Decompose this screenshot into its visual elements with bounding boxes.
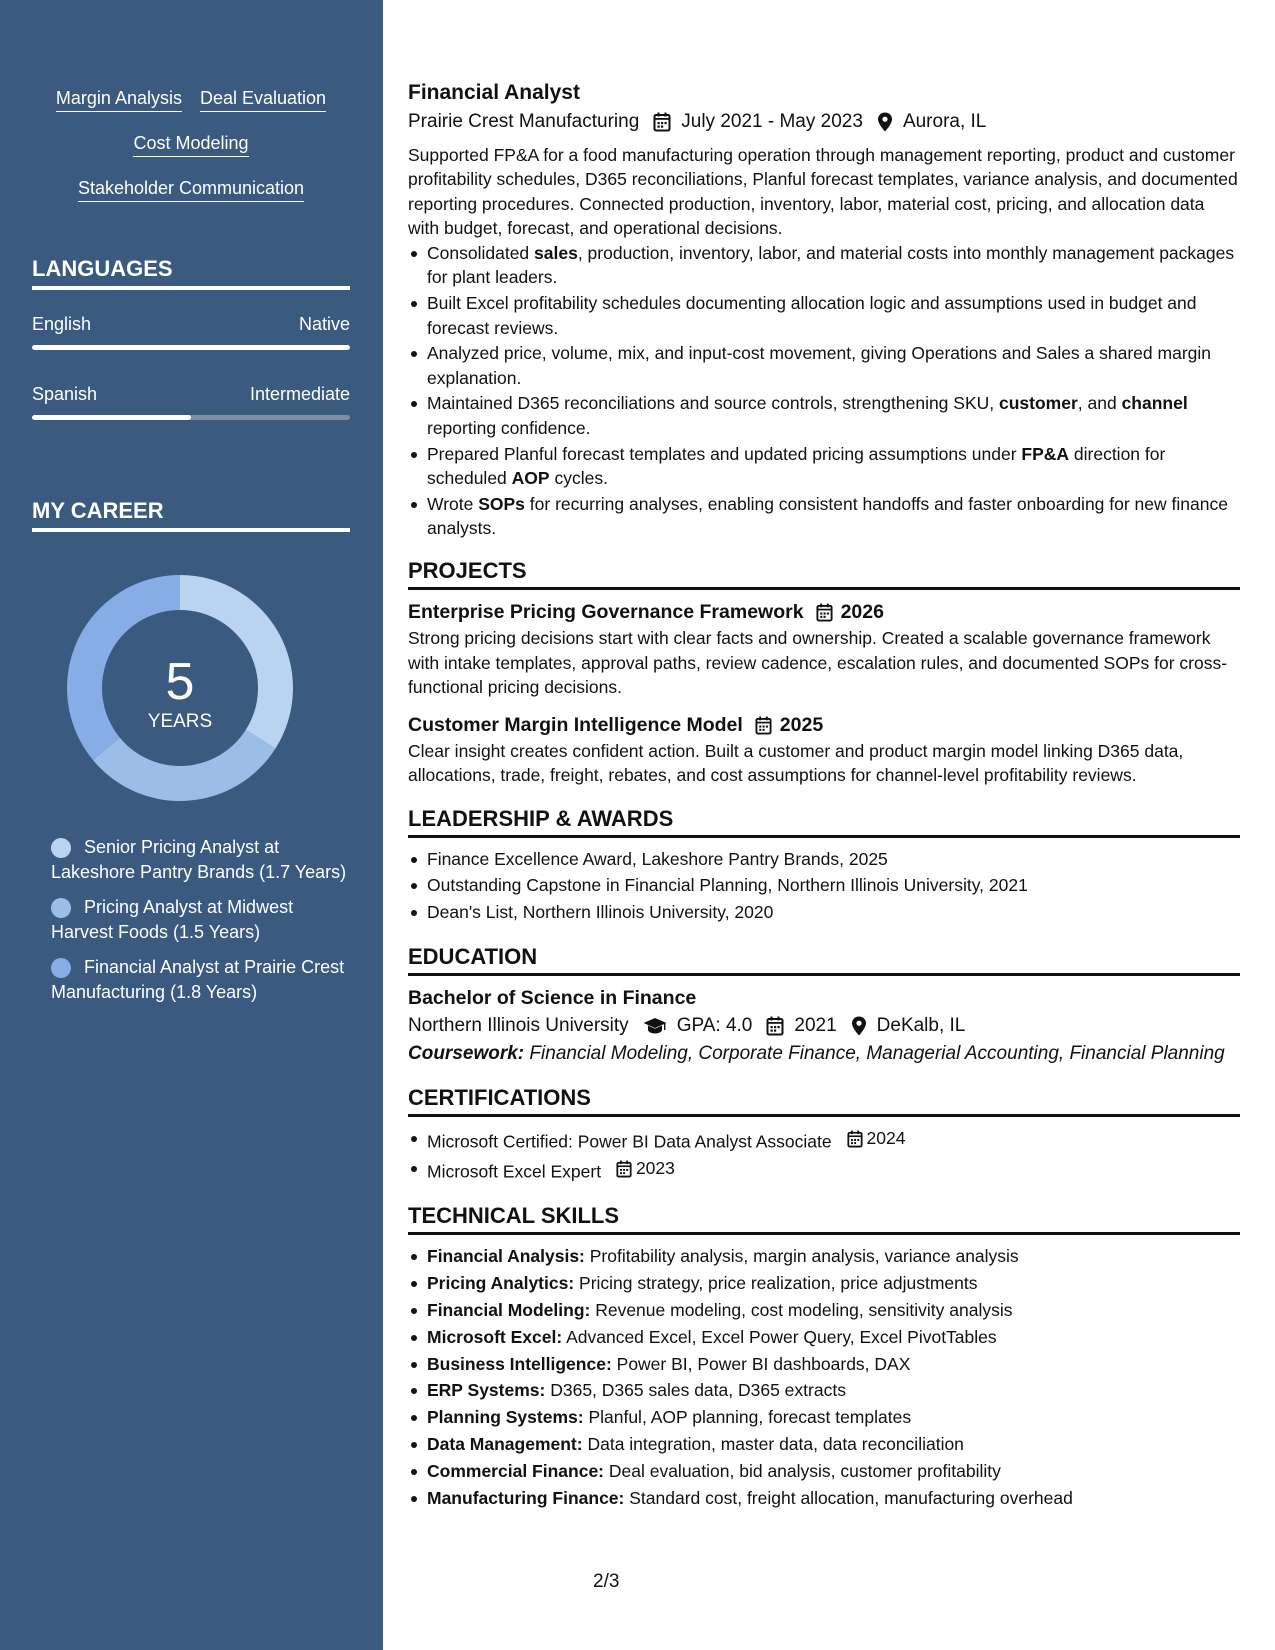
career-heading: MY CAREER [32,498,350,532]
skill-category: Planning Systems: [427,1407,584,1428]
technical-skill-item [408,1270,1240,1297]
graduation-cap-icon [643,1017,667,1035]
bullet-text: reporting confidence. [427,417,591,438]
company-name: Prairie Crest Manufacturing [408,111,640,132]
map-pin-icon [851,1016,867,1036]
bullet-text: , production, inventory, labor, and material costs into monthly management packages for plant leaders. [427,243,1235,288]
calendar-icon [616,1160,632,1178]
career-total: 5 [165,653,195,711]
projects-heading: PROJECTS [408,557,1240,590]
skill-row [32,131,350,157]
bold-keyword: FP&A [1021,443,1070,464]
bullet-text: Maintained D365 reconciliations and source controls, strengthening SKU, [427,393,999,414]
job-bullet [408,492,1240,541]
career-donut-segment [67,575,180,760]
career-dot [51,898,71,918]
school-name: Northern Illinois University [408,1014,629,1036]
career-item [51,835,351,885]
certifications-list [408,1125,1240,1185]
skill-values: Advanced Excel, Excel Power Query, Excel PivotTables [562,1326,997,1347]
skill-tag: Deal Evaluation [200,86,326,112]
technical-skill-item [408,1431,1240,1458]
bold-keyword: customer [999,393,1078,414]
technical-skills-heading: TECHNICAL SKILLS [408,1202,1240,1235]
skill-values: Pricing strategy, price realization, price adjustments [574,1273,978,1294]
job-bullet [408,341,1240,390]
career-item [51,895,351,945]
skill-values: Revenue modeling, cost modeling, sensitivity analysis [590,1300,1013,1321]
certification-year: 2023 [635,1158,675,1179]
skill-category: Manufacturing Finance: [427,1487,625,1508]
calendar-icon [755,716,772,735]
language-level: Native [298,314,350,334]
job-bullet [408,442,1240,491]
page-number: 2/3 [593,1571,620,1592]
technical-skill-item [408,1485,1240,1512]
language-bar-fill [32,345,350,350]
bullet-text: , and [1077,393,1122,414]
calendar-icon [816,603,833,622]
career-label: Senior Pricing Analyst at Lakeshore Pantry Brands (1.7 Years) [51,837,347,882]
technical-skill-item [408,1458,1240,1485]
project-title: Customer Margin Intelligence Model [408,714,743,737]
award-item: Dean's List, Northern Illinois University, 2020 [408,899,1240,926]
skill-values: Deal evaluation, bid analysis, customer profitability [604,1460,1001,1481]
calendar-icon [847,1130,863,1148]
technical-skills-list [408,1243,1240,1511]
degree: Bachelor of Science in Finance [408,986,697,1009]
bold-keyword: SOPs [478,493,525,514]
project-description: Clear insight creates confident action. Built a customer and product margin model linking D365 data, allocations, trade, freight, rebates, and cost assumptions for channel-level profitability reviews. [408,741,1184,786]
bullet-text: cycles. [549,467,608,488]
certification-item [408,1125,1240,1155]
job-bullet [408,241,1240,290]
coursework-list: Financial Modeling, Corporate Finance, Managerial Accounting, Financial Planning [524,1042,1225,1064]
skill-tag: Cost Modeling [133,131,248,157]
education-heading: EDUCATION [408,943,1240,976]
project-title: Enterprise Pricing Governance Framework [408,601,804,624]
skill-values: D365, D365 sales data, D365 extracts [545,1380,846,1401]
bullet-text: Built Excel profitability schedules documenting allocation logic and assumptions used in budget and forecast reviews. [427,293,1197,338]
project-year: 2025 [779,714,824,737]
skill-values: Power BI, Power BI dashboards, DAX [611,1353,911,1374]
language-spanish [32,382,350,420]
awards-list [408,846,1240,926]
career-donut-segment [93,730,275,801]
bold-keyword: channel [1121,393,1188,414]
bullet-text: Prepared Planful forecast templates and updated pricing assumptions under [427,443,1022,464]
technical-skill-item [408,1243,1240,1270]
award-item: Finance Excellence Award, Lakeshore Pantry Brands, 2025 [408,846,1240,873]
coursework-label: Coursework: [408,1042,525,1064]
skill-category: Financial Modeling: [427,1300,591,1321]
technical-skill-item [408,1351,1240,1378]
career-label: Financial Analyst at Prairie Crest Manufacturing (1.8 Years) [51,957,345,1002]
job-bullet [408,391,1240,440]
school-location: DeKalb, IL [876,1014,966,1036]
skill-values: Profitability analysis, margin analysis, variance analysis [584,1246,1019,1267]
bullet-text: Consolidated [427,243,535,264]
skill-row [32,86,350,112]
award-item: Outstanding Capstone in Financial Planning, Northern Illinois University, 2021 [408,872,1240,899]
skill-category: Pricing Analytics: [427,1273,575,1294]
project-year: 2026 [840,601,884,624]
language-bar [32,345,350,350]
language-name: English [32,314,92,334]
education-meta [408,1012,1240,1040]
skill-category: Commercial Finance: [427,1460,604,1481]
certification-name: Microsoft Certified: Power BI Data Analyst Associate [427,1131,832,1152]
skill-values: Standard cost, freight allocation, manufacturing overhead [624,1487,1073,1508]
calendar-icon [653,112,671,132]
coursework [408,1042,1240,1066]
job-bullet [408,291,1240,340]
job-summary: Supported FP&A for a food manufacturing operation through management reporting, product and customer profitability schedules, D365 reconciliations, Planful forecast templates, variance analysis, and documented reporting procedures. Connected production, inventory, labor, material cost, pricing, and allocation data with budget, forecast, and operational decisions. [408,145,1238,238]
language-bar [32,415,350,420]
bullet-text: Wrote [427,493,479,514]
technical-skill-item [408,1297,1240,1324]
skill-values: Data integration, master data, data reconciliation [582,1434,964,1455]
map-pin-icon [877,112,893,132]
career-unit: YEARS [147,711,213,732]
bullet-text: direction for scheduled [427,443,1166,488]
skill-category: ERP Systems: [427,1380,546,1401]
skill-category: Data Management: [427,1434,583,1455]
language-level: Intermediate [249,384,350,404]
project-title-row [408,598,1240,626]
skill-category: Business Intelligence: [427,1353,612,1374]
certification-item [408,1155,1240,1185]
skill-tags [32,86,350,221]
career-list [51,835,351,1015]
skill-row [32,176,350,202]
bold-keyword: sales [534,243,578,264]
bold-keyword: AOP [511,467,550,488]
job-location: Aurora, IL [902,111,987,132]
job-dates: July 2021 - May 2023 [681,111,863,132]
certification-name: Microsoft Excel Expert [427,1161,602,1182]
project-title-row [408,711,1240,739]
job-bullets [408,241,1240,540]
awards-heading: LEADERSHIP & AWARDS [408,805,1240,838]
skill-tag: Stakeholder Communication [78,176,304,202]
technical-skill-item [408,1404,1240,1431]
career-donut-chart [67,575,293,801]
skill-category: Microsoft Excel: [427,1326,563,1347]
language-name: Spanish [32,384,98,404]
certification-year: 2024 [866,1128,906,1149]
skill-tag: Margin Analysis [56,86,182,112]
technical-skill-item [408,1377,1240,1404]
certifications-heading: CERTIFICATIONS [408,1084,1240,1117]
project-description: Strong pricing decisions start with clear facts and ownership. Created a scalable governance framework with intake templates, approval paths, review cadence, escalation rules, and documented SOPs for cross-functional pricing decisions. [408,628,1228,697]
main-content [408,78,1240,1511]
calendar-icon [766,1016,784,1036]
job-meta [408,108,1240,136]
job-title: Financial Analyst [408,81,580,104]
career-label: Pricing Analyst at Midwest Harvest Foods (1.5 Years) [51,897,294,942]
skill-category: Financial Analysis: [427,1246,585,1267]
gpa: GPA: 4.0 [676,1014,753,1036]
bullet-text: Analyzed price, volume, mix, and input-cost movement, giving Operations and Sales a shared margin explanation. [427,343,1212,388]
career-dot [51,958,71,978]
skill-values: Planful, AOP planning, forecast templates [583,1407,912,1428]
career-item [51,955,351,1005]
sidebar [0,0,383,1650]
languages-heading: LANGUAGES [32,256,350,290]
language-english [32,312,350,350]
bullet-text: for recurring analyses, enabling consistent handoffs and faster onboarding for new finance analysts. [427,493,1228,538]
career-dot [51,838,71,858]
technical-skill-item [408,1324,1240,1351]
language-bar-fill [32,415,191,420]
graduation-year: 2021 [794,1014,837,1036]
